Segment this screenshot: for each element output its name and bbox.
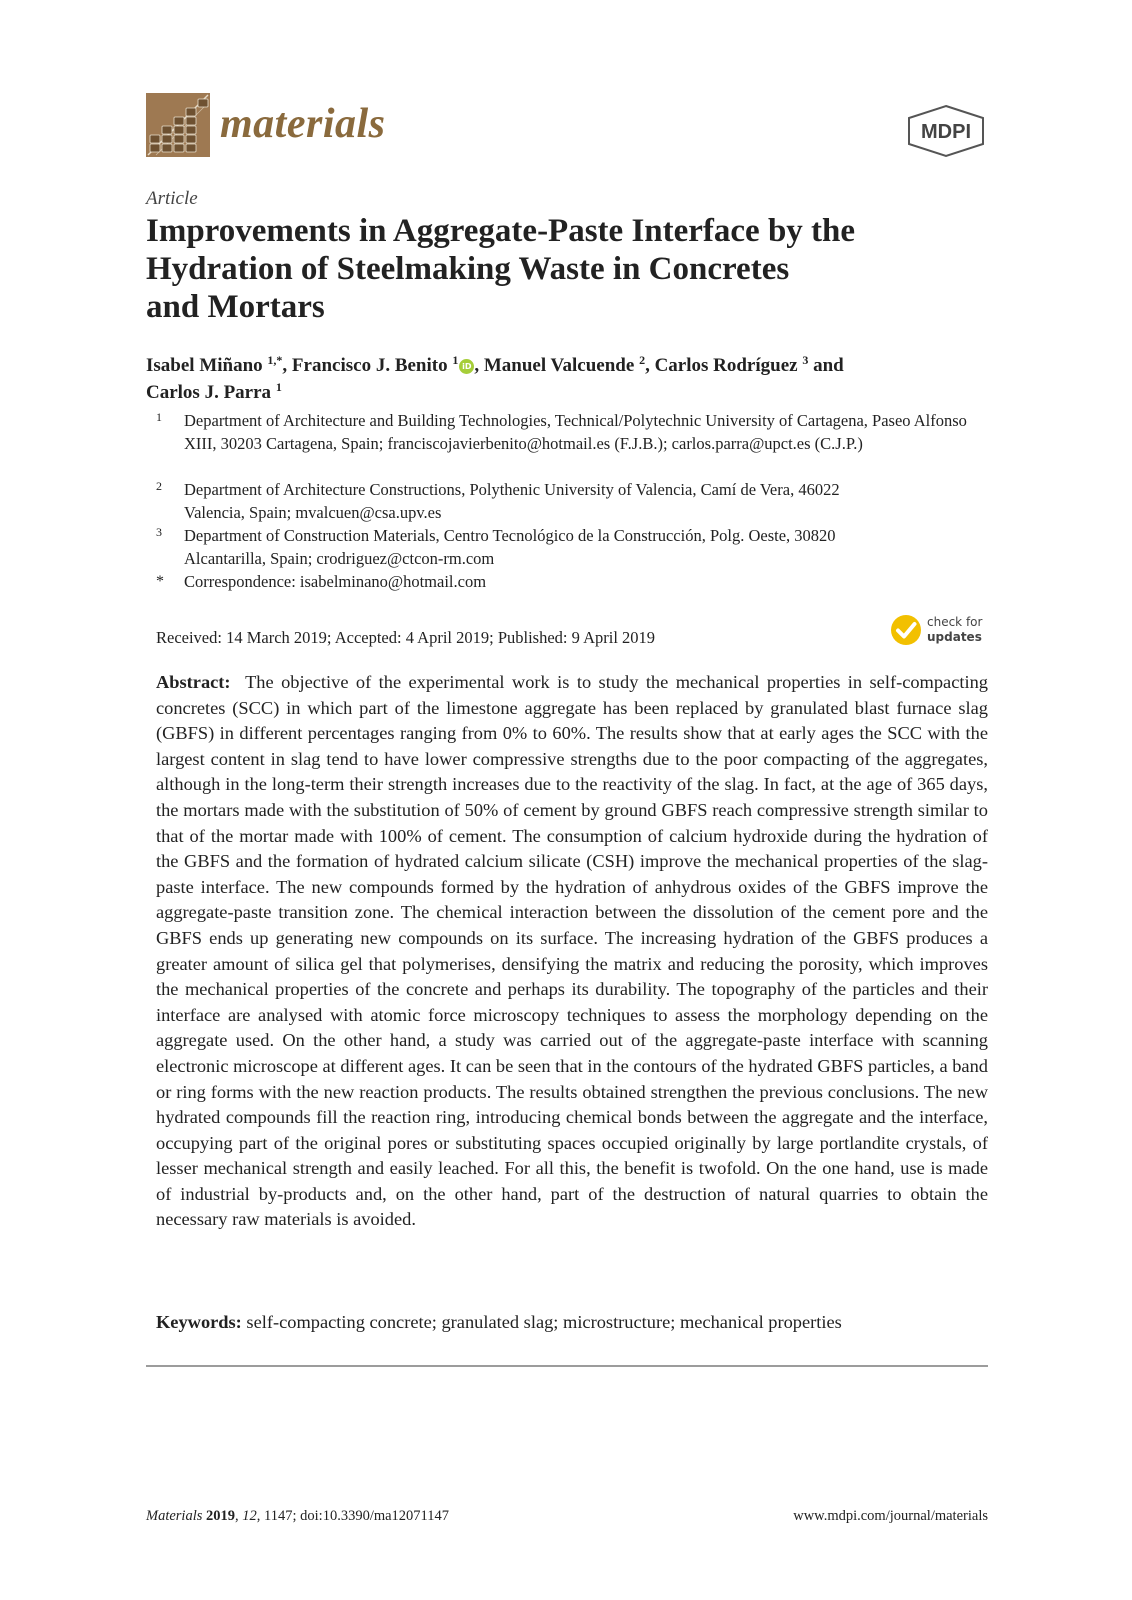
affiliation-number: 3 xyxy=(156,525,162,539)
footer-volume: 12 xyxy=(242,1508,257,1524)
author-name[interactable]: Carlos Rodríguez xyxy=(654,355,798,376)
footer-citation: Materials 2019, 12, 1147; doi:10.3390/ma12071147 xyxy=(146,1508,450,1524)
affiliation-text: Department of Architecture and Building Technologies, Technical/Polytechnic University of Cartagena, Paseo Alfonso XIII, 30203 Cartagena, Spain; franciscojavierbenito@hotmail.es (F.J.B.); carlos.parra@upct.es (C.J.P.) xyxy=(184,411,967,453)
affiliation-text: Department of Construction Materials, Centro Tecnológico de la Construcción, Polg. Oeste, 30820 Alcantarilla, Spain; crodriguez@ctcon-rm.com xyxy=(184,526,836,568)
author-name[interactable]: Carlos J. Parra xyxy=(146,382,272,403)
correspondence xyxy=(156,570,996,593)
article-type: Article xyxy=(146,188,198,209)
keywords xyxy=(156,1310,988,1336)
section-divider xyxy=(146,1365,988,1367)
check-updates-line2: updates xyxy=(927,630,982,644)
affiliation-2 xyxy=(156,478,996,524)
abstract-text: The objective of the experimental work is to study the mechanical properties in self-compacting concretes (SCC) in which part of the limestone aggregate has been replaced by granulated blast furnace slag (GBFS) in different percentages ranging from 0% to 60%. The results show that at early ages the SCC with the largest content in slag tend to have lower compressive strengths due to the poor compacting of the aggregates, although in the long-term their strength increases due to the reactivity of the slag. In fact, at the age of 365 days, the mortars made with the substitution of 50% of cement by ground GBFS reach compressive strength similar to that of the mortar made with 100% of cement. The consumption of calcium hydroxide during the hydration of the GBFS and the formation of hydrated calcium silicate (CSH) improve the mechanical properties of the slag-paste interface. The new compounds formed by the hydration of anhydrous oxides of the GBFS improve the aggregate-paste transition zone. The chemical interaction between the dissolution of the cement pore and the GBFS ends up generating new compounds on its surface. The increasing hydration of the GBFS produces a greater amount of silica gel that polymerises, densifying the matrix and reducing the porosity, which improves the mechanical properties of the concrete and perhaps its durability. The topography of the particles and their interface are analysed with atomic force microscopy techniques to assess the morphology depending on the aggregate used. On the other hand, a study was carried out of the aggregate-paste interface with scanning electronic microscope at different ages. It can be seen that in the contours of the hydrated GBFS particles, a band or ring forms with the new reaction products. The results obtained strengthen the previous conclusions. The new hydrated compounds fill the reaction ring, introducing chemical bonds between the aggregate and the interface, occupying part of the original pores or substituting spaces occupied originally by large portlandite crystals, of lesser mechanical strength and easily leached. For all this, the benefit is twofold. On the one hand, use is made of industrial by-products and, on the other hand, part of the destruction of natural quarries to obtain the necessary raw materials is avoided. xyxy=(156,672,988,1230)
orcid-icon[interactable]: iD xyxy=(459,359,474,374)
footer-year: 2019 xyxy=(206,1508,236,1524)
title-line: Hydration of Steelmaking Waste in Concretes xyxy=(146,251,790,287)
journal-logo xyxy=(146,93,210,157)
check-for-updates-button[interactable] xyxy=(890,613,990,651)
affiliation-3 xyxy=(156,524,996,570)
keywords-label: Keywords: xyxy=(156,1312,242,1332)
author-affiliation-mark: 3 xyxy=(802,353,809,367)
mdpi-logo-text: MDPI xyxy=(921,121,971,143)
title-line: and Mortars xyxy=(146,289,325,325)
affiliation-1 xyxy=(156,409,996,455)
author-name[interactable]: Francisco J. Benito xyxy=(291,355,448,376)
author-affiliation-mark: 1,* xyxy=(267,353,283,367)
footer-journal: Materials xyxy=(146,1508,203,1524)
keywords-text: self-compacting concrete; granulated slag; microstructure; mechanical properties xyxy=(246,1312,842,1332)
footer-url[interactable]: www.mdpi.com/journal/materials xyxy=(793,1508,988,1524)
abstract-label: Abstract: xyxy=(156,672,231,692)
author-affiliation-mark: 1 xyxy=(275,380,282,394)
author-affiliation-mark: 2 xyxy=(639,353,646,367)
title-line: Improvements in Aggregate-Paste Interface by the xyxy=(146,213,856,249)
author-affiliation-mark: 1 xyxy=(452,353,459,367)
check-updates-line1: check for xyxy=(927,615,983,629)
abstract xyxy=(156,670,988,1233)
correspondence-text: Correspondence: isabelminano@hotmail.com xyxy=(184,572,487,591)
mdpi-logo xyxy=(906,104,986,158)
author-name[interactable]: Manuel Valcuende xyxy=(483,355,635,376)
correspondence-mark: * xyxy=(156,573,164,590)
check-circle-icon xyxy=(890,614,922,646)
publication-dates: Received: 14 March 2019; Accepted: 4 April 2019; Published: 9 April 2019 xyxy=(156,628,656,647)
author-name[interactable]: Isabel Miñano xyxy=(146,355,263,376)
affiliation-number: 1 xyxy=(156,410,162,424)
journal-name: materials xyxy=(220,101,386,147)
affiliation-number: 2 xyxy=(156,479,162,493)
footer-doi[interactable]: , 1147; doi:10.3390/ma12071147 xyxy=(256,1508,450,1524)
author-list: Isabel Miñano $^{1,*}$, Francisco J. Benito $^1$ iD , Manuel Valcuende $^2$, Carlos Rodríguez $^3$ and Carlos J. Parra $^1$ xyxy=(146,353,844,403)
article-title xyxy=(146,212,996,326)
affiliation-text: Department of Architecture Constructions, Polythenic University of Valencia, Camí de Vera, 46022 Valencia, Spain; mvalcuen@csa.upv.es xyxy=(184,480,840,522)
